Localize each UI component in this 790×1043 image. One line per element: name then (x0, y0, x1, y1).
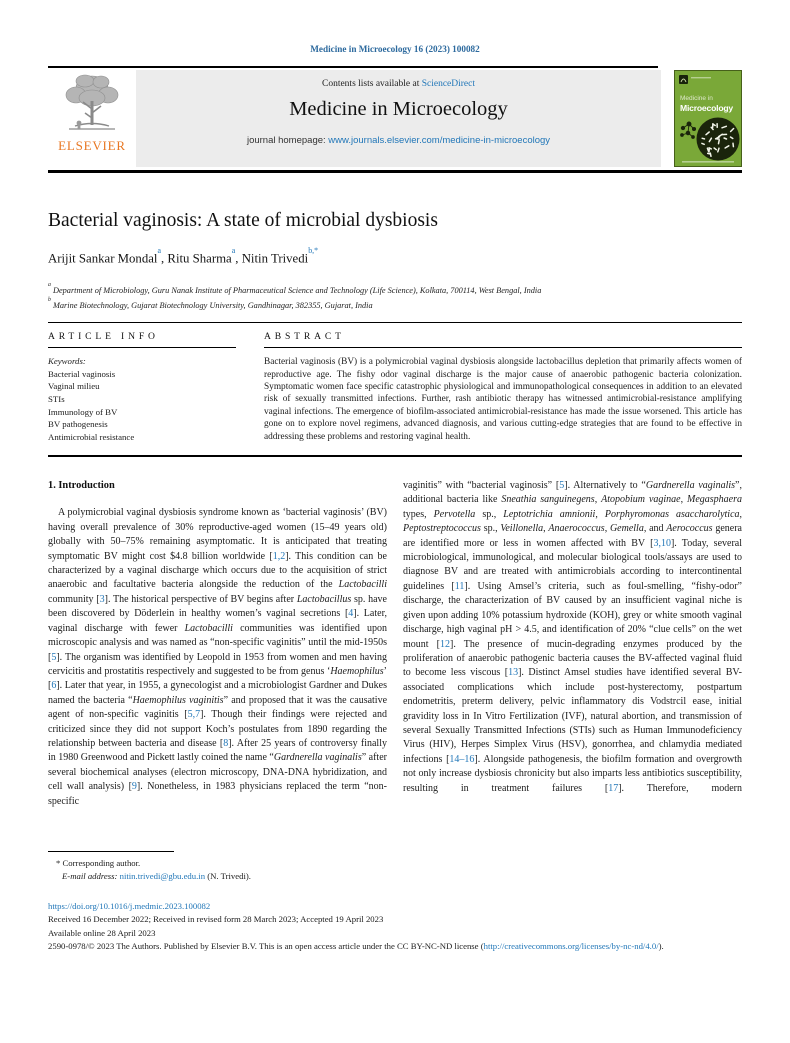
introduction-heading: 1. Introduction (48, 480, 115, 492)
molecule-icon (681, 122, 696, 138)
affiliation (48, 297, 742, 312)
keywords-label: Keywords: (48, 356, 86, 367)
elsevier-tree-icon (55, 71, 129, 137)
keyword-item: BV pathogenesis (48, 419, 108, 430)
article-info-heading: ARTICLE INFO (48, 323, 236, 348)
abstract-text: Bacterial vaginosis (BV) is a polymicrobial vaginal dysbiosis alongside lactobacillus depletion that primarily affects women of reproductive age. The fishy odor vaginal discharge is the major cause of anaerobic pathogenic bacteria colonization. Symptomatic women face specific catastrophic physiological and immunopathological consequences in addition to an elevated risk of sexually transmitted infections. Further, rash antibiotic therapy has witnessed antimicrobial-resistance amplifying vaginal infections. The emergence of biofilm-associated antimicrobial-resistance has made the issue worsened. This article has gone on to explore novel regimens, advanced diagnosis, and various cutting-edge strategies that are found to be effective in addressing these problems and restoring vaginal health. (264, 357, 742, 442)
contents-prefix: Contents lists available at (321, 78, 422, 89)
author-list (48, 246, 742, 266)
author-separator: , (235, 251, 239, 266)
abstract-heading: ABSTRACT (264, 323, 742, 348)
email-suffix: (N. Trivedi). (205, 870, 251, 881)
body-column-right (403, 479, 742, 809)
homepage-line (136, 135, 661, 146)
received-line: Received 16 December 2022; Received in revised form 28 March 2023; Accepted 19 April 2023 (48, 914, 384, 925)
affiliation-sup: b (48, 297, 51, 304)
masthead (48, 70, 742, 167)
copyright-line (48, 940, 742, 953)
affiliation-text: Department of Microbiology, Guru Nanak Institute of Pharmaceutical Science and Technology (Life Science), Kolkata, 700114, West Bengal, India (52, 285, 542, 295)
footnote-rule (48, 851, 174, 852)
email-link[interactable]: nitin.trivedi@gbu.edu.in (119, 870, 206, 881)
info-abstract-panel (48, 323, 742, 457)
homepage-prefix: journal homepage: (246, 134, 329, 146)
doi-link[interactable]: https://doi.org/10.1016/j.medmic.2023.100082 (48, 900, 211, 911)
masthead-top-rule (48, 66, 658, 68)
author-separator: , (161, 251, 165, 266)
affiliation (48, 282, 742, 297)
running-head-citation: Medicine in Microecology 16 (2023) 100082 (310, 44, 480, 54)
footer-block (48, 900, 742, 954)
corresponding-author-note: * Corresponding author. (56, 857, 141, 868)
author-name: Arijit Sankar Mondal (48, 251, 158, 266)
journal-cover-thumbnail (674, 70, 742, 167)
body-text-left: A polymicrobial vaginal dysbiosis syndrome known as ‘bacterial vaginosis’ (BV) having overall prevalence of 30% reproductive-aged women (15–49 years old) globally with 50–75% remaining asymptomatic. It is anticipated that treating symptomatic BV might cost $4.8 billion worldwide [1,2]. This condition can be characterized by a vaginal discharge which occurs due to the acquisition of strict anaerobic and facultative bacteria alongside the reduction of the Lactobacilli community [3]. The historical perspective of BV begins after Lactobacillus sp. have been discovered by Döderlein in healthy women’s vaginal secretions [4]. Later, vaginal discharge with fewer Lactobacilli communities was identified upon microscopic analysis and was named as “non-specific vaginitis” until the mid-1950s [5]. The organism was identified by Leopold in 1953 from women and men having cervicitis and prostatitis respectively and suggested to be from genus ‘Haemophilus’ [6]. Later that year, in 1955, a gynecologist and a microbiologist Gardner and Dukes named the bacteria “Haemophilus vaginitis” and proposed that it was the causative agent of non-specific vaginitis [5,7]. Though their findings were rejected and criticized since they did not support Koch’s postulates from 1890 regarding the relationship between bacteria and disease [8]. After 25 years of controversy finally in 1980 Greenwood and Pickett lastly coined the name “Gardnerella vaginalis” after several biochemical analyses (electron microscopy, DNA-DNA hybridization, and cell wall analysis) [9]. Nonetheless, in 1983 physicians replaced the term “non-specific (48, 507, 388, 807)
keyword-item: Bacterial vaginosis (48, 368, 116, 379)
elsevier-logo (48, 70, 136, 167)
masthead-bottom-rule (48, 170, 742, 173)
affiliation-text: Marine Biotechnology, Gujarat Biotechnology University, Gandhinagar, 382355, Gujarat, India (52, 300, 373, 310)
sciencedirect-link[interactable]: ScienceDirect (421, 78, 475, 89)
masthead-center (136, 70, 661, 167)
cover-art-icon (675, 71, 741, 166)
keyword-item: Vaginal milieu (48, 381, 100, 392)
affiliation-list (48, 282, 742, 312)
cover-title-line1: Medicine in (680, 94, 713, 102)
copyright-suffix: ). (658, 941, 664, 952)
license-link[interactable]: http://creativecommons.org/licenses/by-nc-nd/4.0/ (483, 941, 659, 952)
keywords-block (48, 355, 236, 443)
available-line: Available online 28 April 2023 (48, 927, 156, 938)
author-affiliation-sup: b,* (308, 246, 319, 256)
author-name: Ritu Sharma (167, 251, 232, 266)
affiliation-sup: a (48, 282, 51, 289)
author-name: Nitin Trivedi (241, 251, 309, 266)
body-text-right: vaginitis” with “bacterial vaginosis” [5]. Alternatively to “Gardnerella vaginalis”, additional bacteria like Sneathia sanguinegens, Atopobium vaginae, Megasphaera types, Pervotella sp., Leptotrichia amnionii, Porphyromonas asaccharolytica, Peptostreptococcus sp., Veillonella, Anaerococcus, Gemella, and Aerococcus genera are identified more or less in women affected with BV [3,10]. Today, several microbiological, immunological, and molecular biological tools/assays are used to diagnose BV and are treated with antimicrobials according to intercontinental guidelines [11]. Using Amsel’s criteria, such as foul-smelling, “fishy-odor” discharge, the characterization of BV caused by an insufficient vaginal niche is given upon adding 10% potassium hydroxide (KOH), grey or white smooth vaginal discharge, high vaginal pH > 4.5, and identification of 20% “clue cells” on the wet mount [12]. The presence of mucin-degrading enzymes produced by the proliferation of anaerobic pathogenic bacteria causes the BV-affected vaginal fluid to become less viscous [13]. Distinct Amsel studies have identified several BV-associated complications which include post-hysterectomy, postpartum endometritis, preterm delivery, pelvic inflammatory dis Vodstrcil ease, initial gravidity loss in In Vitro Fertilization (IVF), natural abortion, and transmission of several Sexually Transmitted Infections (STIs) such as Human Immunodeficiency Virus (HIV), Herpes Simplex Virus (HSV), gonorrhea, and chlamydia mediated infections [14–16]. Alongside pathogenesis, the biofilm formation and overgrowth not only increase dysbiosis chronicity but also imparts less antibiotics susceptibility, resulting in treatment failures [17]. Therefore, modern (403, 480, 743, 794)
article-title: Bacterial vaginosis: A state of microbial dysbiosis (48, 209, 438, 231)
email-note (48, 870, 742, 883)
author-affiliation-sup: a (231, 246, 236, 256)
email-label: E-mail address: (62, 870, 118, 881)
cover-title-line2: Microecology (680, 102, 733, 113)
copyright-prefix: 2590-0978/© 2023 The Authors. Published by Elsevier B.V. This is an open access article under the CC BY-NC-ND license ( (48, 941, 484, 952)
homepage-link[interactable]: www.journals.elsevier.com/medicine-in-microecology (328, 134, 551, 146)
abstract-column (264, 323, 742, 455)
contents-line (136, 79, 661, 89)
keyword-item: Immunology of BV (48, 406, 118, 417)
keyword-item: Antimicrobial resistance (48, 431, 135, 442)
article-info-column (48, 323, 236, 455)
body-column-left (48, 479, 387, 809)
article-body (48, 479, 742, 809)
elsevier-wordmark: ELSEVIER (58, 137, 126, 153)
footnote-block (48, 851, 742, 883)
keyword-item: STIs (48, 393, 65, 404)
journal-title: Medicine in Microecology (289, 97, 508, 120)
author-affiliation-sup: a (157, 246, 161, 256)
